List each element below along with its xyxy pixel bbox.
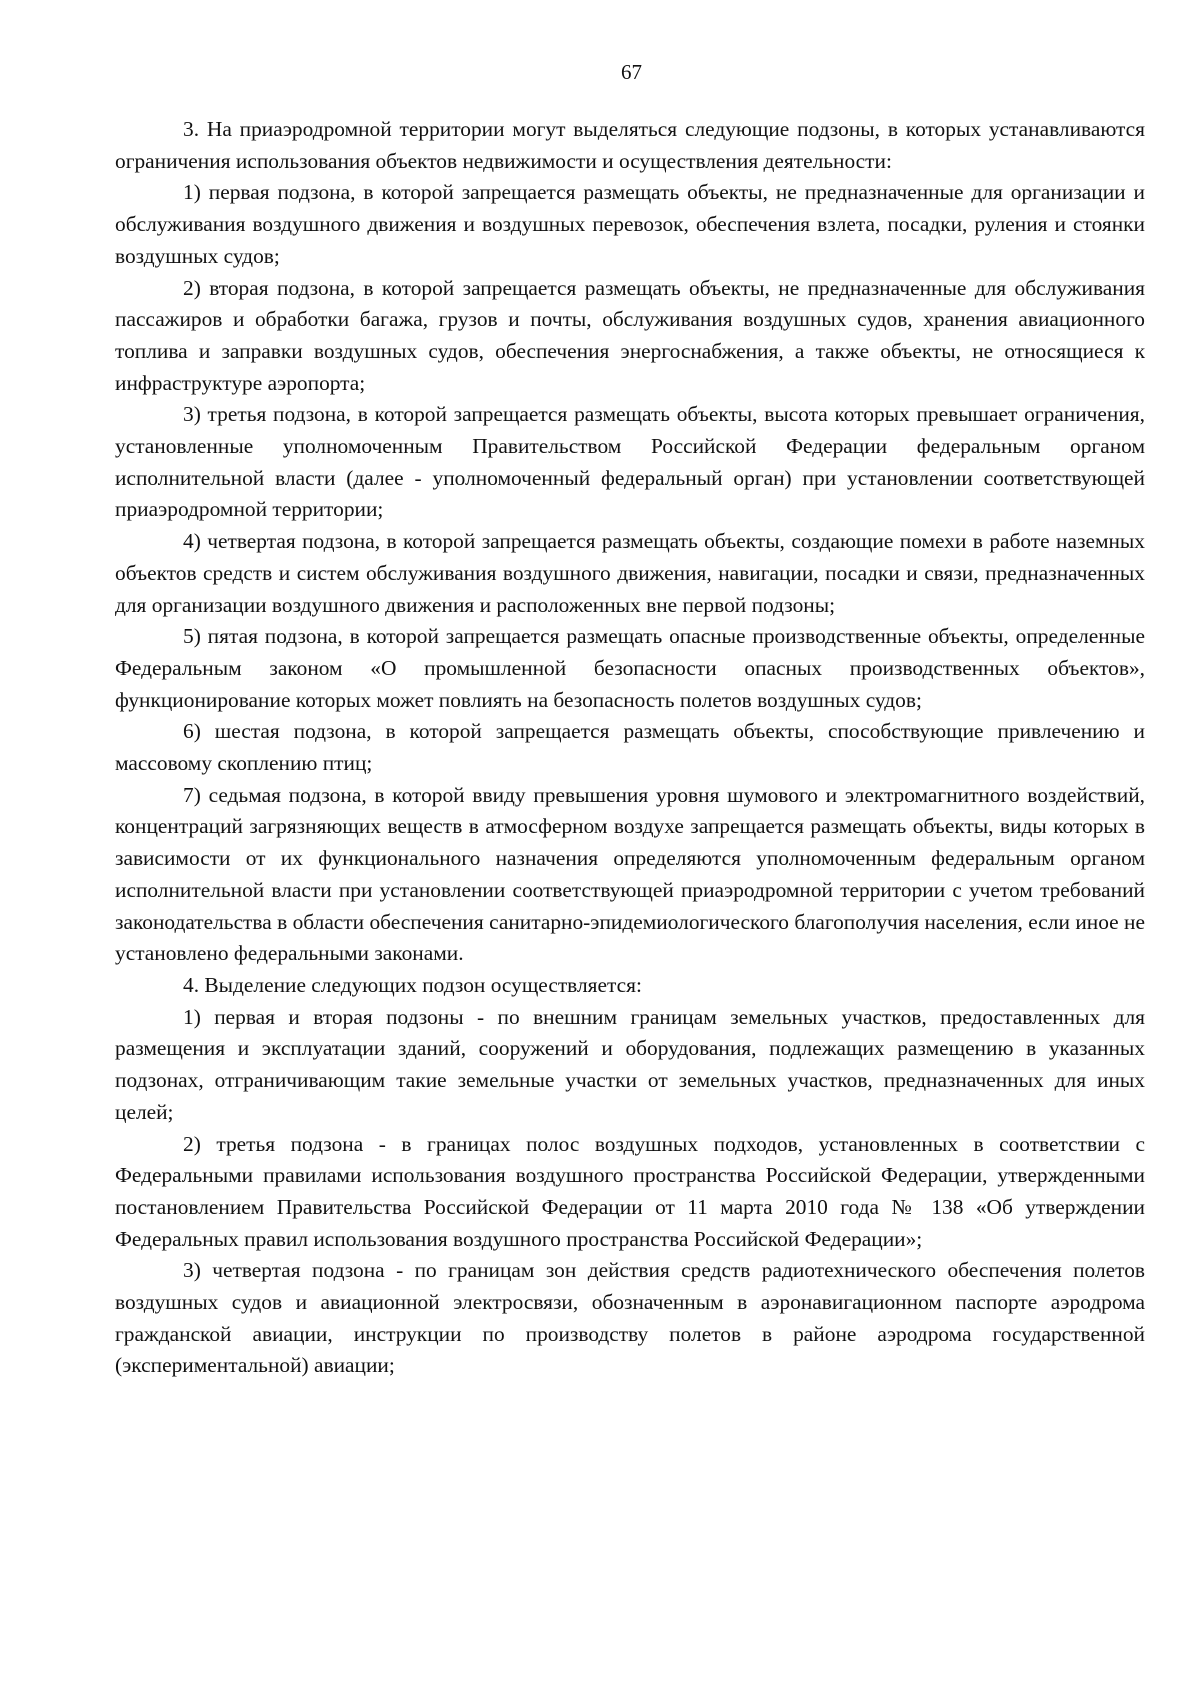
paragraph-subzone-2: 2) вторая подзона, в которой запрещается размещать объекты, не предназначенные для обслуживания пассажиров и обработки багажа, грузов и почты, обслуживания воздушных судов, хранения авиационного топлива и заправки воздушных судов, обеспечения энергоснабжения, а также объекты, не относящиеся к инфраструктуре аэропорта; bbox=[115, 275, 1145, 395]
paragraph-subzone-5: 5) пятая подзона, в которой запрещается размещать опасные производственные объекты, определенные Федеральным законом «О промышленной безопасности опасных производственных объектов», функционирование которых может повлиять на безопасность полетов воздушных судов; bbox=[115, 624, 1145, 712]
paragraph-allocation-2: 2) третья подзона - в границах полос воздушных подходов, установленных в соответствии с Федеральными правилами использования воздушного пространства Российской Федерации, утвержденными постановлением Правительства Российской Федерации от 11 марта 2010 года № 138 «Об утверждении Федеральных правил использования воздушного пространства Российской Федерации»; bbox=[115, 1131, 1145, 1251]
paragraph-allocation-3: 3) четвертая подзона - по границам зон действия средств радиотехнического обеспечения полетов воздушных судов и авиационной электросвязи, обозначенным в аэронавигационном паспорте аэродрома гражданской авиации, инструкции по производству полетов в районе аэродрома государственной (экспериментальной) авиации; bbox=[115, 1258, 1145, 1378]
document-body bbox=[115, 114, 1145, 1382]
paragraph-subzone-4: 4) четвертая подзона, в которой запрещается размещать объекты, создающие помехи в работе наземных объектов средств и систем обслуживания воздушного движения, навигации, посадки и связи, предназначенных для организации воздушного движения и расположенных вне первой подзоны; bbox=[115, 529, 1145, 617]
paragraph-subzone-7: 7) седьмая подзона, в которой ввиду превышения уровня шумового и электромагнитного воздействий, концентраций загрязняющих веществ в атмосферном воздухе запрещается размещать объекты, виды которых в зависимости от их функционального назначения определяются уполномоченным федеральным органом исполнительной власти при установлении соответствующей приаэродромной территории с учетом требований законодательства в области обеспечения санитарно-эпидемиологического благополучия населения, если иное не установлено федеральными законами. bbox=[115, 782, 1145, 966]
page-number: 67 bbox=[621, 60, 642, 84]
paragraph-subzone-6: 6) шестая подзона, в которой запрещается размещать объекты, способствующие привлечению и массовому скоплению птиц; bbox=[115, 719, 1145, 776]
paragraph-3-subzones-intro: 3. На приаэродромной территории могут выделяться следующие подзоны, в которых устанавливаются ограничения использования объектов недвижимости и осуществления деятельности: bbox=[115, 117, 1145, 173]
paragraph-subzone-1: 1) первая подзона, в которой запрещается размещать объекты, не предназначенные для организации и обслуживания воздушного движения и воздушных перевозок, обеспечения взлета, посадки, руления и стоянки воздушных судов; bbox=[115, 180, 1145, 268]
paragraph-subzone-3: 3) третья подзона, в которой запрещается размещать объекты, высота которых превышает ограничения, установленные уполномоченным Правительством Российской Федерации федеральным органом исполнительной власти (далее - уполномоченный федеральный орган) при установлении соответствующей приаэродромной территории; bbox=[115, 402, 1145, 522]
paragraph-allocation-1: 1) первая и вторая подзоны - по внешним границам земельных участков, предоставленных для размещения и эксплуатации зданий, сооружений и оборудования, подлежащих размещению в указанных подзонах, отграничивающим такие земельные участки от земельных участков, предназначенных для иных целей; bbox=[115, 1004, 1145, 1124]
paragraph-4-allocation-intro: 4. Выделение следующих подзон осуществляется: bbox=[183, 972, 642, 997]
